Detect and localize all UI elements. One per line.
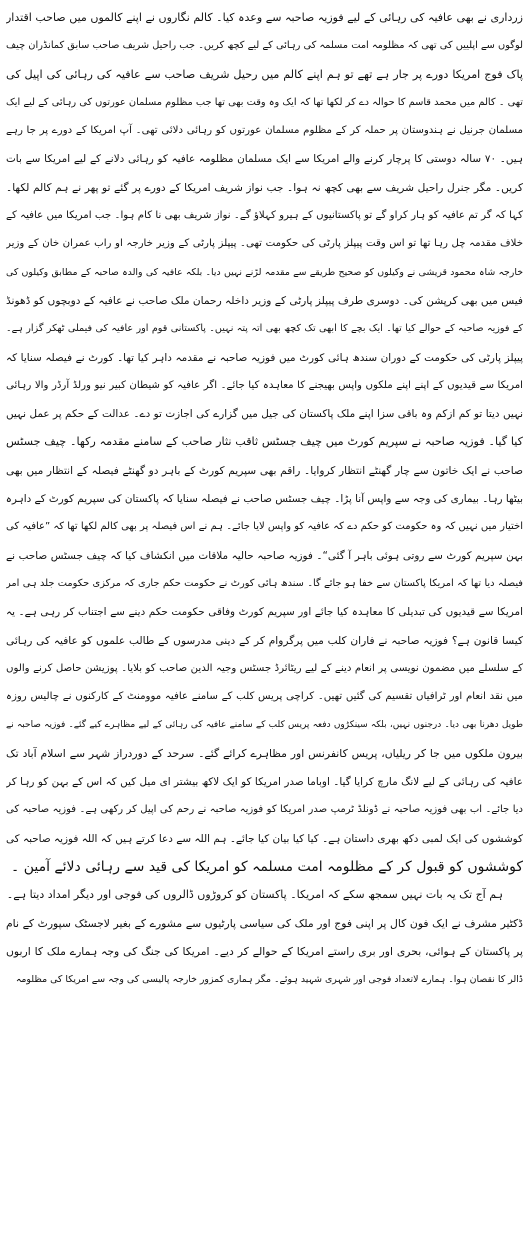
text-line: زرداری نے بھی عافیہ کی رہائی کے لیے فوزیہ صاحبہ سے وعدہ کیا۔ کالم نگاروں نے اپنے کالموں میں صاحب اقتدار [6, 11, 523, 24]
article-paragraph-2 [6, 881, 523, 994]
text-line: مسلمان جرنیل نے ہندوستان پر حملہ کر کے مظلوم مسلمان عورتوں کو رہائی دلائی تھی۔ آپ امریکا کے دورے پر جا رہے [6, 125, 523, 137]
text-line: تھی ۔ کالم میں محمد قاسم کا حوالہ دے کر لکھا تھا کہ ایک وہ وقت بھی تھا جب مظلوم مسلمان عورتوں کی رہائی کے لیے ایک [6, 96, 523, 108]
text-line: کے سلسلے میں مضمون نویسی پر انعام دینے کے لیے ریٹائرڈ جسٹس وجیہ الدین صاحب کو بلایا۔ پوزیشن حاصل کرنے والوں [6, 662, 523, 674]
text-line: ڈکٹیر مشرف نے ایک فون کال پر اپنی فوج اور ملک کی سیاسی پارٹیوں سے مشورے کے بغیر لاجسٹک سپورٹ کے نام [6, 916, 523, 930]
text-line: ہم آج تک یہ بات نہیں سمجھ سکے کہ امریکا۔ پاکستان کو کروڑوں ڈالروں کی فوجی اور دیگر امداد دیتا ہے۔ [6, 888, 503, 902]
text-line: خلاف مقدمہ چل رہا تھا تو اس وقت پیپلز پارٹی کی حکومت تھی۔ پیپلز پارٹی کے وزیر خارجہ او راب عمران خان کے وزیر [6, 238, 523, 250]
text-line: عافیہ کی رہائی کے لیے لانگ مارچ کرایا گیا۔ اوباما صدر امریکا کو ایک لاکھ بیشتر ای میل کیں کہ اس کے بہن کو رہا کر [6, 776, 523, 789]
text-line: صاحب نے ایک خاتون سے چار گھنٹے انتظار کروایا۔ راقم بھی سپریم کورٹ کے باہر دو گھنٹے فیصلہ کے انتظار میں بھی [6, 464, 523, 477]
text-line: کیا گیا۔ فوزیہ صاحبہ نے سپریم کورٹ میں چیف جسٹس ثاقب نثار صاحب کے سامنے مقدمہ رکھا۔ چیف جسٹس [6, 435, 523, 449]
text-line: ہیں۔ ۷۰ سالہ دوستی کا پرچار کرنے والے امریکا سے ایک مسلمان مظلومہ عافیہ کو رہائی دلانے کے لیے امریکا سے بات [6, 153, 523, 166]
text-line: کے فوزیہ صاحبہ کے حوالے کیا تھا۔ ایک بچے کا ابھی تک کچھ بھی اتہ پتہ نہیں۔ پاکستانی قوم اور عافیہ کی فیملی ٹھکر گزار ہے۔ [6, 323, 523, 335]
text-line: میں نقد انعام اور ٹرافیاں تقسیم کی گئیں تھیں۔ کراچی پریس کلب کے سامنے عافیہ موومنٹ کے کارکنوں نے چالیس روزہ [6, 691, 523, 703]
text-line: فیصلہ دیا تھا کہ امریکا پاکستان سے خفا ہو جائے گا۔ سندھ ہائی کورٹ نے حکومت حکم جاری کہ مرکزی حکومت جلد ہی امر [6, 577, 523, 589]
article-paragraph-1 [6, 4, 523, 881]
text-line: خارجہ شاہ محمود قریشی نے وکیلوں کو صحیح طریقے سے مقدمہ لڑنے نہیں دیا۔ بلکہ عافیہ کی والدہ صاحبہ کے مطابق وکیلوں کی [6, 266, 523, 278]
text-line: فیس میں بھی کرپشن کی۔ دوسری طرف پیپلز پارٹی کے وزیر داخلہ رحمان ملک صاحب نے عافیہ کے دوبچوں کو ڈھونڈ [6, 294, 523, 307]
text-line: بہن سپریم کورٹ سے روتی ہوئی باہر آ گئی“۔ فوزیہ صاحبہ حالیہ ملاقات میں انکشاف کیا کہ چیف جسٹس صاحب نے [6, 549, 523, 562]
text-line: دیا جائے۔ اب بھی فوزیہ صاحبہ نے ڈونلڈ ٹرمپ صدر امریکا کو فوزیہ صاحبہ نے رحم کی اپیل کر رکھی ہے۔ فوزیہ صاحبہ کی [6, 804, 523, 816]
text-line: کوششوں کو قبول کر کے مظلومہ امت مسلمہ کو امریکا کی قید سے رہائی دلائے آمین ۔ [11, 858, 523, 875]
text-line: کہا کہ گر تم عافیہ کو ہار کراو گے تو پاکستانیوں کے ہیرو کہلاؤ گے۔ نواز شریف بھی نا کام ہوا۔ جب امریکا میں عافیہ کے [6, 210, 523, 222]
text-line: ڈالر کا نقصان ہوا۔ ہمارے لاتعداد فوجی اور شہری شہید ہوئے۔ مگر ہماری کمزور خارجہ پالیسی کی وجہ سے امریکا کی مظلومہ [15, 974, 523, 986]
text-line: کوششوں کی ایک لمبی دکھ بھری داستان ہے۔ کیا کیا بیان کیا جائے۔ ہم اللہ سے دعا کرتے ہیں کہ اللہ فوزیہ صاحبہ کی [6, 832, 523, 845]
text-line: اختیار میں نہیں کہ وہ حکومت کو حکم دے کہ عافیہ کو واپس لایا جائے۔ ہم نے اس فیصلہ پر بھی کالم لکھا تھا کہ ”عافیہ کی [6, 521, 523, 533]
text-line: پاک فوج امریکا دورے پر جار ہے تھے تو ہم اپنے کالم میں رحیل شریف صاحب سے عافیہ کی رہائی کی اپیل کی [6, 67, 523, 81]
text-line: بیٹھا رہا۔ بیماری کی وجہ سے واپس آنا پڑا۔ چیف جسٹس صاحب نے فیصلہ سنایا کہ پاکستان کی سپریم کورٹ کے داہرہ [6, 493, 523, 506]
text-line: امریکا سے قیدیوں کی تبدیلی کا معاہدہ کیا جائے اور سپریم کورٹ وفاقی حکومت حکم دینے سے اجتناب کر رہی ہے۔ یہ [6, 606, 523, 619]
text-line: پیپلز پارٹی کی حکومت کے دوران سندھ ہائی کورٹ میں فوزیہ صاحبہ نے مقدمہ داہر کیا تھا۔ کورٹ نے فیصلہ سنایا کہ [6, 351, 523, 364]
text-line: طویل دھرنا بھی دیا۔ درجنوں نہیں، بلکہ سینکڑوں دفعہ پریس کلب کے سامنے عافیہ کی رہائی کے لیے مظاہرے کیے گئے۔ فوزیہ صاحبہ نے [6, 720, 523, 731]
text-line: نہیں دیتا تو کم ازکم وہ باقی سزا اپنے ملک پاکستان کی جیل میں گزارے کی اجازت تو دے۔ عدالت کے حکم پر عمل نہیں [6, 408, 523, 421]
text-line: پر پاکستان کے ہوائی، بحری اور بری راستے امریکا کے حوالے کر دیے۔ امریکا کی جنگ کی وجہ ہمارے ملک کا اربوں [6, 944, 523, 958]
text-line: امریکا سے قیدیوں کے اپنے اپنے ملکوں واپس بھیجنے کا معاہدہ کیا جائے۔ اگر عافیہ کو شیطان کبیر نیو ورلڈ آرڈر والا رہائی [6, 379, 523, 391]
text-line: بیرون ملکوں میں جا کر ریلیاں، پریس کانفرنس اور مظاہرے کرائے گئے۔ سرحد کے دوردراز شہر سے اسلام آباد تک [6, 746, 523, 760]
text-line: کریں۔ مگر جنرل راحیل شریف سے بھی کچھ نہ ہوا۔ جب نواز شریف امریکا کے دورے پر گئے تو پھر نے ہم کالم لکھا۔ [6, 181, 523, 194]
text-line: کیسا قانون ہے؟ فوزیہ صاحبہ نے فاران کلب میں پرگروام کر کے دینی مدرسوں کے طالب علموں کو عافیہ کی رہائی [6, 634, 523, 647]
text-line: لوگوں سے اپلییں کی تھی کہ مظلومہ امت مسلمہ کی رہائی کے لیے کچھ کریں۔ جب راحیل شریف صاحب سابق کمانڈران چیف [6, 40, 523, 52]
